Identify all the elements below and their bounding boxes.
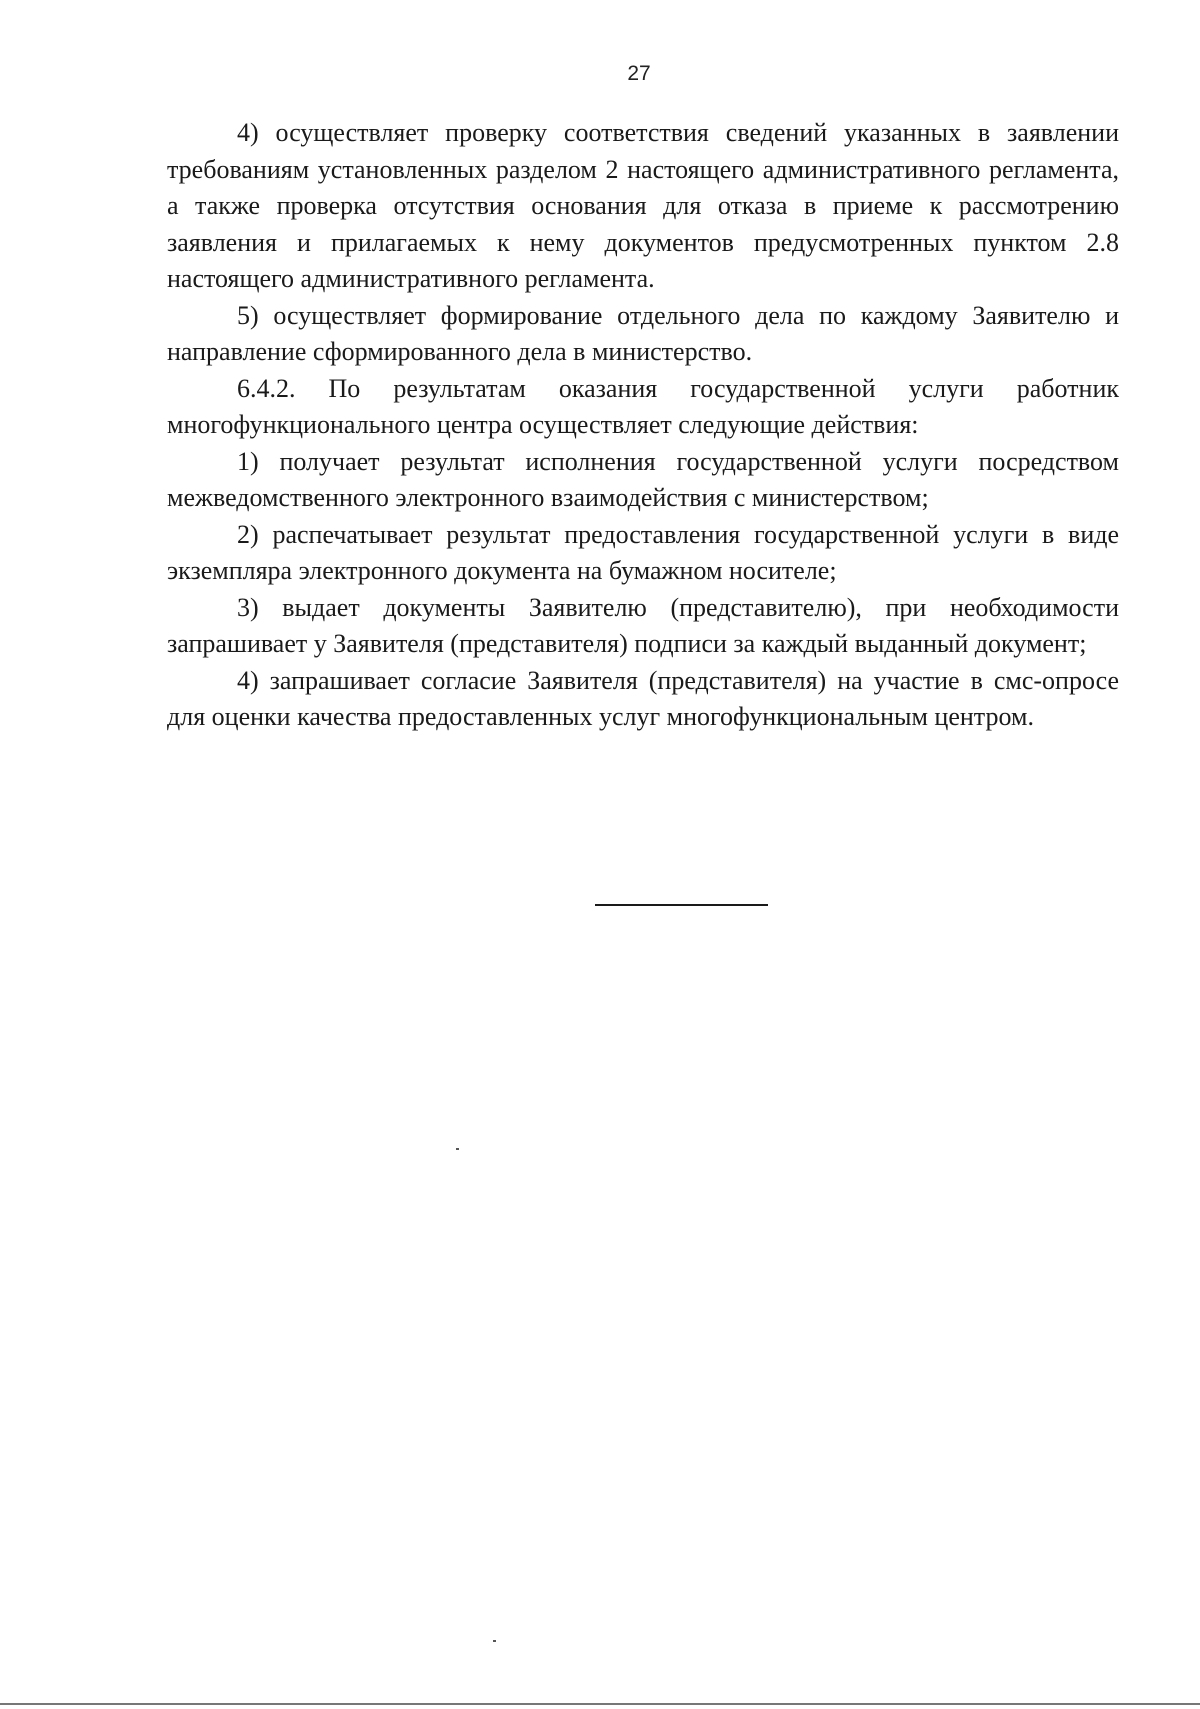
scan-speck: [493, 1640, 496, 1642]
paragraph-item-1-receive-result: 1) получает результат исполнения государственной услуги посредством межведомственного электронного взаимодействия с министерством;: [167, 446, 1119, 512]
end-divider-line: [595, 904, 768, 906]
paragraph-item-4-sms-survey: 4) запрашивает согласие Заявителя (представителя) на участие в смс-опросе для оценки качества предоставленных услуг многофункциональным центром.: [167, 665, 1119, 731]
document-body: [167, 115, 1119, 736]
page-number: 27: [627, 62, 651, 85]
paragraph-section-6-4-2: 6.4.2. По результатам оказания государственной услуги работник многофункционального центра осуществляет следующие действия:: [167, 373, 1119, 439]
paragraph-item-3-issue-documents: 3) выдает документы Заявителю (представителю), при необходимости запрашивает у Заявителя (представителя) подписи за каждый выданный документ;: [167, 592, 1119, 658]
scan-speck: [456, 1148, 459, 1150]
paragraph-item-4-check: 4) осуществляет проверку соответствия сведений указанных в заявлении требованиям установленных разделом 2 настоящего административного регламента, а также проверка отсутствия основания для отказа в приеме к рассмотрению заявления и прилагаемых к нему документов предусмотренных пунктом 2.8 настоящего административного регламента.: [167, 118, 1119, 293]
paragraph-item-5-case-formation: 5) осуществляет формирование отдельного дела по каждому Заявителю и направление сформированного дела в министерство.: [167, 300, 1119, 366]
paragraph-item-2-print-result: 2) распечатывает результат предоставления государственной услуги в виде экземпляра электронного документа на бумажном носителе;: [167, 519, 1119, 585]
scan-bottom-edge: [0, 1703, 1200, 1705]
